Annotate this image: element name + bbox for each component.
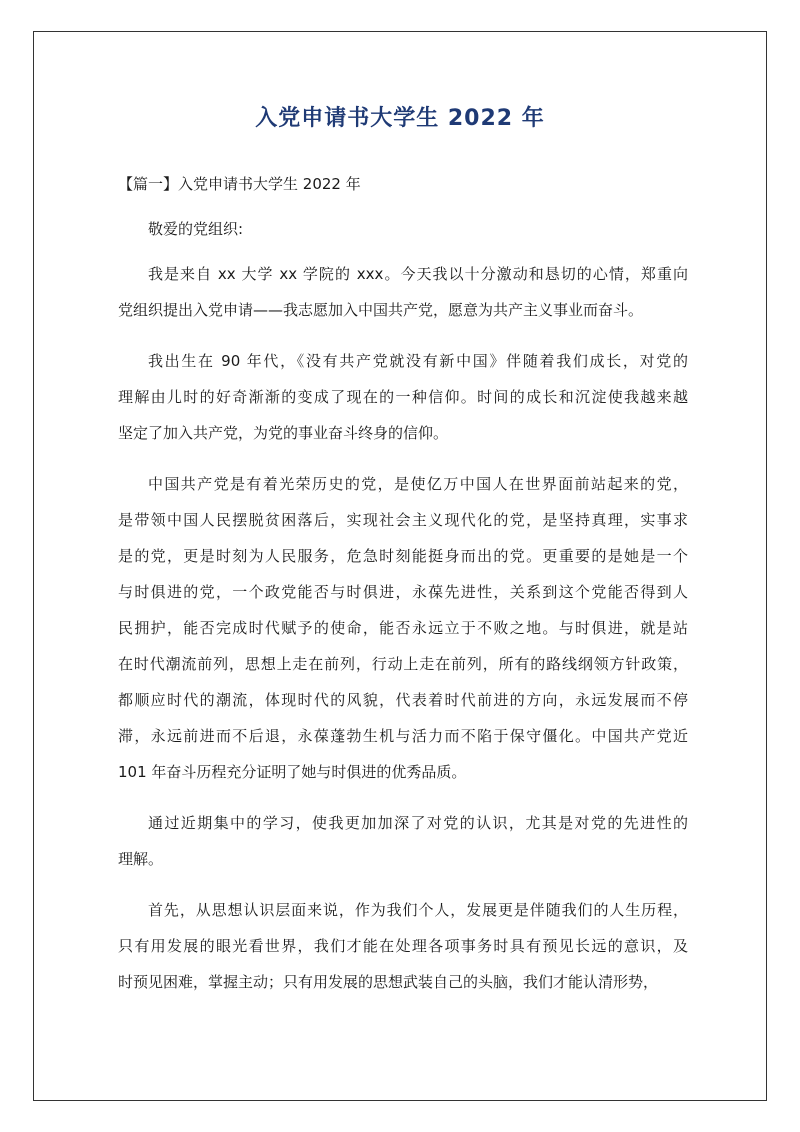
body-paragraph bbox=[118, 343, 688, 451]
paragraph-line: 只有用发展的眼光看世界，我们才能在处理各项事务时具有预见长远的意识，及 bbox=[118, 937, 688, 955]
paragraph-line: 滞，永远前进而不后退，永葆蓬勃生机与活力而不陷于保守僵化。中国共产党近 bbox=[118, 727, 688, 745]
paragraph-line: 与时俱进的党，一个政党能否与时俱进，永葆先进性，关系到这个党能否得到人 bbox=[118, 583, 688, 601]
paragraph-line: 在时代潮流前列，思想上走在前列，行动上走在前列，所有的路线纲领方针政策， bbox=[118, 655, 688, 673]
paragraph-line: 都顺应时代的潮流，体现时代的风貌，代表着时代前进的方向，永远发展而不停 bbox=[118, 691, 688, 709]
paragraph-line: 坚定了加入共产党，为党的事业奋斗终身的信仰。 bbox=[118, 424, 449, 442]
salutation: 敬爱的党组织: bbox=[148, 220, 244, 238]
paragraph-line: 理解由儿时的好奇渐渐的变成了现在的一种信仰。时间的成长和沉淀使我越来越 bbox=[118, 388, 688, 406]
paragraph-line: 时预见困难，掌握主动；只有用发展的思想武装自己的头脑，我们才能认清形势， bbox=[118, 973, 659, 991]
paragraph-line: 党组织提出入党申请——我志愿加入中国共产党，愿意为共产主义事业而奋斗。 bbox=[118, 301, 644, 319]
body-paragraph bbox=[118, 256, 688, 328]
paragraph-line: 民拥护，能否完成时代赋予的使命，能否永远立于不败之地。与时俱进，就是站 bbox=[118, 619, 688, 637]
paragraph-line: 是带领中国人民摆脱贫困落后，实现社会主义现代化的党，是坚持真理，实事求 bbox=[118, 511, 688, 529]
document-body bbox=[118, 166, 688, 1000]
paragraph-line: 首先，从思想认识层面来说，作为我们个人，发展更是伴随我们的人生历程， bbox=[148, 901, 688, 919]
paragraph-line: 通过近期集中的学习，使我更加加深了对党的认识，尤其是对党的先进性的 bbox=[148, 814, 688, 832]
paragraph-list bbox=[118, 256, 688, 1000]
document-title: 入党申请书大学生 2022 年 bbox=[255, 106, 545, 131]
body-paragraph bbox=[118, 892, 688, 1000]
paragraph-line: 理解。 bbox=[118, 850, 164, 868]
paragraph-line: 是的党，更是时刻为人民服务，危急时刻能挺身而出的党。更重要的是她是一个 bbox=[118, 547, 688, 565]
paragraph-line: 我出生在 90 年代，《没有共产党就没有新中国》伴随着我们成长，对党的 bbox=[148, 352, 688, 370]
paragraph-line: 中国共产党是有着光荣历史的党，是使亿万中国人在世界面前站起来的党， bbox=[148, 475, 688, 493]
paragraph-line: 我是来自 xx 大学 xx 学院的 xxx。今天我以十分激动和恳切的心情，郑重向 bbox=[148, 265, 688, 283]
section-heading: 【篇一】入党申请书大学生 2022 年 bbox=[118, 175, 361, 193]
body-paragraph bbox=[118, 805, 688, 877]
body-paragraph bbox=[118, 466, 688, 790]
paragraph-line: 101 年奋斗历程充分证明了她与时俱进的优秀品质。 bbox=[118, 763, 467, 781]
